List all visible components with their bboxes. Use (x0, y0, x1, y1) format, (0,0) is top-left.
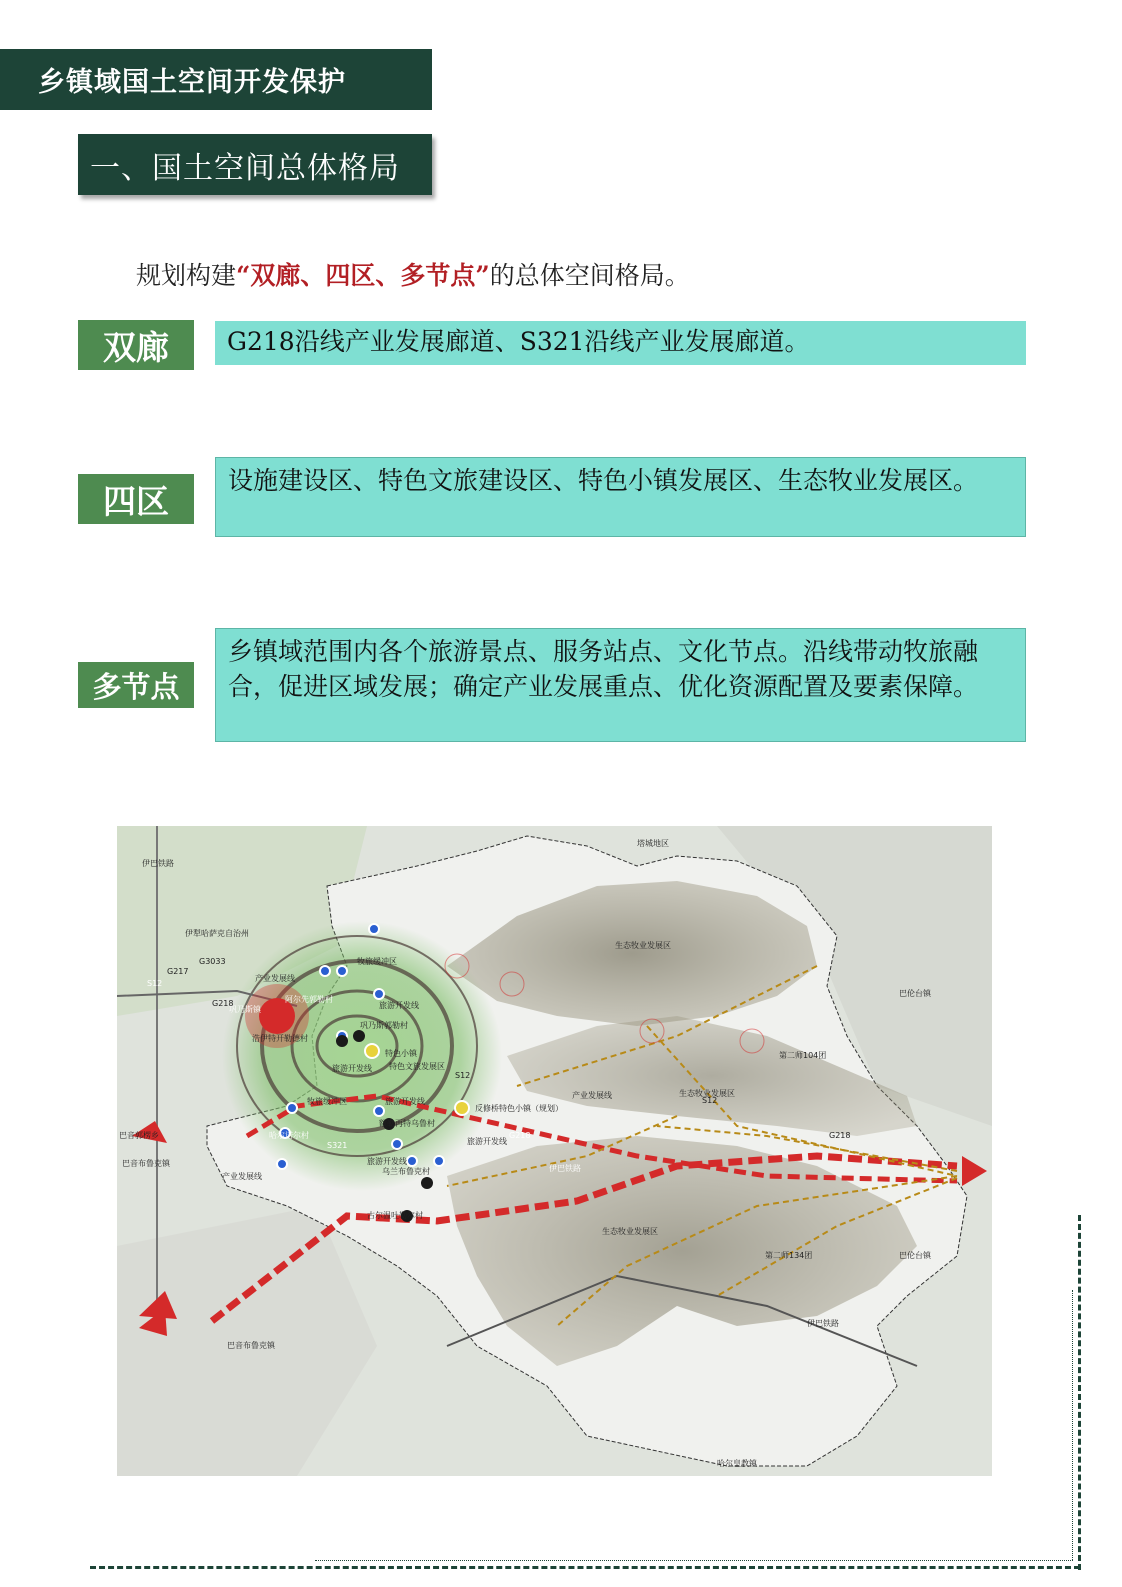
map-label-tour-5: 旅游开发线 (367, 1157, 407, 1166)
intro-paragraph (136, 256, 690, 292)
map-label-road-g218-2: G218 (509, 1131, 531, 1140)
map-label-eco-north: 生态牧业发展区 (615, 941, 671, 950)
section-title: 一、国土空间总体格局 (90, 150, 400, 186)
map-label-regiment-2: 第二师134团 (765, 1251, 813, 1260)
map-label-road-g218-1: G218 (212, 999, 234, 1008)
box-duojiedian: 乡镇域范围内各个旅游景点、服务站点、文化节点。沿线带动牧旅融合，促进区域发展；确定产业发展重点、优化资源配置及要素保障。 (215, 628, 1026, 742)
map-label-special-town: 特色小镇 (385, 1049, 417, 1058)
map-svg (117, 826, 992, 1476)
map-label-village-4: 额勒再特乌鲁村 (379, 1119, 435, 1128)
decorative-frame-vertical-inner (1072, 1290, 1073, 1560)
map-label-industry-2: 产业发展线 (572, 1091, 612, 1100)
header-title: 乡镇域国土空间开发保护 (38, 67, 346, 98)
map-label-road-s321: S321 (327, 1141, 348, 1150)
map-label-balun-2: 巴伦台镇 (899, 1251, 931, 1260)
map-label-special-tour-zone: 特色文旅发展区 (389, 1062, 445, 1071)
map-label-eco-south: 生态牧业发展区 (602, 1227, 658, 1236)
box-siqu: 设施建设区、特色文旅建设区、特色小镇发展区、生态牧业发展区。 (215, 457, 1026, 537)
map-label-rail-2: 伊巴铁路 (807, 1319, 839, 1328)
map-label-buffer-south: 牧旅缓冲区 (307, 1097, 347, 1106)
map-label-village-5: 哈尔诺尔村 (269, 1131, 309, 1140)
decorative-frame-horizontal (90, 1566, 1080, 1569)
map-label-balun-1: 巴伦台镇 (899, 989, 931, 998)
map-label-tour-2: 旅游开发线 (332, 1064, 372, 1073)
map-label-bayinbulak-2: 巴音布鲁克镇 (227, 1341, 275, 1350)
map-label-industry-3: 产业发展线 (222, 1172, 262, 1181)
section-title-bar (78, 134, 432, 195)
map-label-tacheng: 塔城地区 (637, 839, 669, 848)
box-shuanglang: G218沿线产业发展廊道、S321沿线产业发展廊道。 (215, 321, 1026, 365)
map-label-fanxiuqiao: 反修桥特色小镇（规划） (475, 1104, 563, 1113)
map-label-village-2: 浩伊特开勒德村 (252, 1034, 308, 1043)
label-siqu: 四区 (78, 474, 194, 524)
map-label-tour-1: 旅游开发线 (379, 1001, 419, 1010)
map-label-haerbolake: 哈尔皇教镇 (717, 1459, 757, 1468)
map-label-buffer-north: 牧旅缓冲区 (357, 957, 397, 966)
map-label-yili-pref: 伊犁哈萨克自治州 (185, 929, 249, 938)
map-label-eco-mid: 生态牧业发展区 (679, 1089, 735, 1098)
map-label-rail-3: 伊巴铁路 (142, 859, 174, 868)
spatial-pattern-map (117, 826, 992, 1476)
decorative-frame-horizontal-inner (315, 1560, 1073, 1561)
map-label-industry-1: 产业发展线 (255, 974, 295, 983)
map-label-road-g217: G217 (167, 967, 189, 976)
intro-highlight: “双廊、四区、多节点” (236, 261, 490, 290)
map-label-road-s12-2: S12 (455, 1071, 471, 1080)
special-town-node (365, 1044, 379, 1058)
label-duojiedian: 多节点 (78, 662, 194, 708)
map-label-rail-1: 伊巴铁路 (549, 1164, 581, 1173)
intro-before: 规划构建 (136, 261, 237, 290)
label-shuanglang: 双廊 (78, 320, 194, 370)
map-label-road-s12-1: S12 (147, 979, 163, 988)
map-label-road-g218-3: G218 (829, 1131, 851, 1140)
header-bar (0, 49, 432, 110)
map-label-town-main: 巩乃斯镇 (229, 1005, 261, 1014)
map-label-village-6: 乌兰布鲁克村 (382, 1167, 430, 1176)
fanxiuqiao-node (455, 1101, 469, 1115)
map-label-bayinbulak-1: 巴音布鲁克镇 (122, 1159, 170, 1168)
map-label-village-7: 古尔温吐勒尔村 (367, 1211, 423, 1220)
map-label-road-s12-3: S12 (702, 1096, 718, 1105)
map-label-village-3: 巩乃斯郭勒村 (360, 1021, 408, 1030)
map-label-road-g3033: G3033 (199, 957, 226, 966)
intro-after: 的总体空间格局。 (489, 261, 690, 290)
map-label-tour-4: 旅游开发线 (467, 1137, 507, 1146)
map-label-bayinguoleng: 巴音郭楞乡 (119, 1131, 159, 1140)
map-label-regiment-1: 第二师104团 (779, 1051, 827, 1060)
map-label-tour-3: 旅游开发线 (385, 1097, 425, 1106)
map-label-village-1: 阿尔先郭勒村 (285, 995, 333, 1004)
decorative-frame-vertical (1078, 1215, 1081, 1570)
